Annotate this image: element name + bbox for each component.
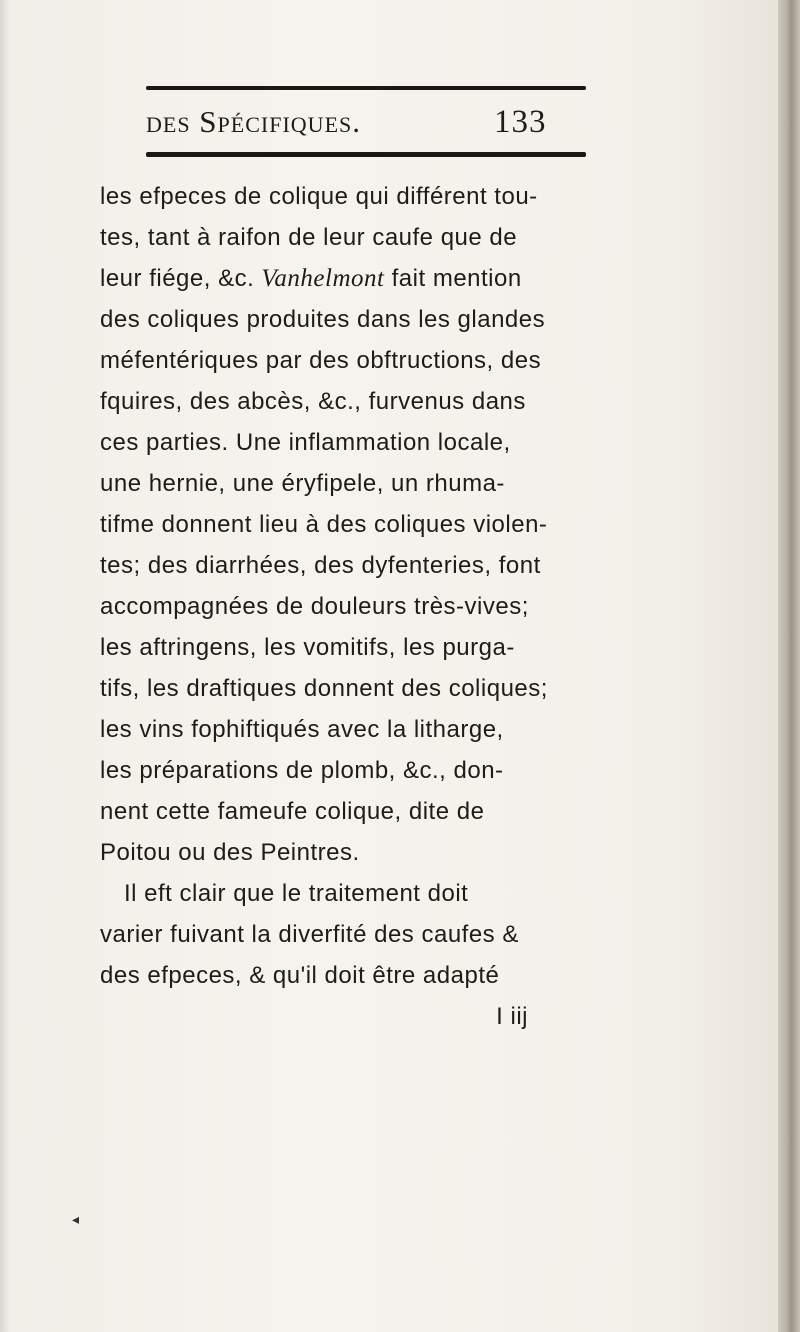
author-name: Vanhelmont xyxy=(261,265,385,292)
text-line xyxy=(100,258,600,299)
text-line: ces parties. Une inflammation locale, xyxy=(100,429,511,456)
text-fragment: leur fiége, &c. xyxy=(100,265,262,292)
text-line: les aftringens, les vomitifs, les purga- xyxy=(100,634,515,661)
text-line: tes, tant à raifon de leur caufe que de xyxy=(100,224,518,251)
text-line: fquires, des abcès, &c., furvenus dans xyxy=(100,388,526,415)
text-line: les préparations de plomb, &c., don- xyxy=(100,757,504,784)
text-line: nent cette fameufe colique, dite de xyxy=(100,798,485,825)
text-line: une hernie, une éryfipele, un rhuma- xyxy=(100,470,505,497)
text-line: accompagnées de douleurs très-vives; xyxy=(100,593,529,620)
text-line: tifs, les draftiques donnent des coliques; xyxy=(100,675,548,702)
text-line: tifme donnent lieu à des coliques violen- xyxy=(100,511,548,538)
page-edge-shadow xyxy=(0,0,10,1332)
text-line: des efpeces, & qu'il doit être adapté xyxy=(100,962,500,989)
text-line: des coliques produites dans les glandes xyxy=(100,306,546,333)
book-spine-edge xyxy=(778,0,800,1332)
paragraph-start-line: Il eft clair que le traitement doit xyxy=(124,880,469,907)
signature-mark: I iij xyxy=(496,1003,528,1030)
header-rule-bottom xyxy=(146,152,586,157)
running-header xyxy=(146,104,606,146)
page-number: 133 xyxy=(494,104,547,140)
running-title: des Spécifiques. xyxy=(146,104,361,139)
text-fragment: fait mention xyxy=(384,265,522,292)
text-line: les efpeces de colique qui différent tou- xyxy=(100,183,538,210)
margin-mark: ◂ xyxy=(72,1212,80,1228)
text-line: Poitou ou des Peintres. xyxy=(100,839,360,866)
text-line: varier fuivant la diverfité des caufes & xyxy=(100,921,519,948)
text-line: méfentériques par des obftructions, des xyxy=(100,347,542,374)
text-line: tes; des diarrhées, des dyfenteries, font xyxy=(100,552,541,579)
header-rule-top xyxy=(146,86,586,90)
body-text xyxy=(100,176,600,1037)
text-line: les vins fophiftiqués avec la litharge, xyxy=(100,716,504,743)
